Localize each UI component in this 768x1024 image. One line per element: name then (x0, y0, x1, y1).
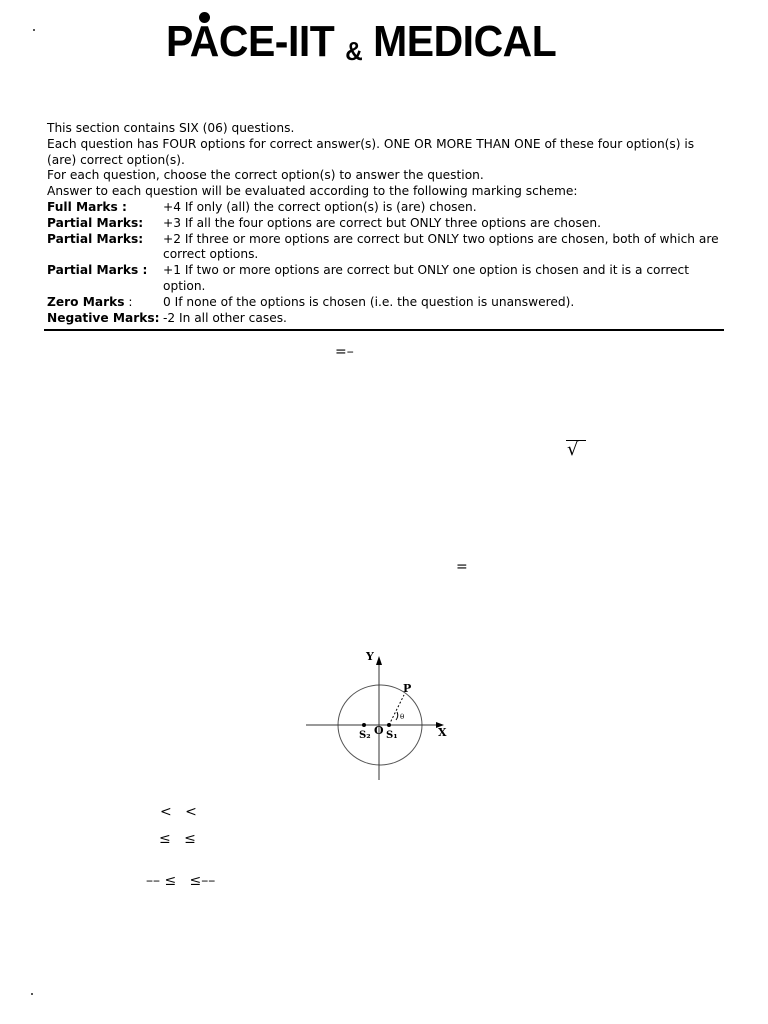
s1-label: S₁ (386, 730, 398, 741)
scheme-label: Negative Marks: (47, 310, 160, 325)
corner-mark (31, 993, 33, 995)
scheme-label: Zero Marks : (47, 294, 133, 309)
x-label: X (438, 726, 447, 739)
instruction-line: This section contains SIX (06) questions. (47, 121, 295, 135)
origin-label: O (374, 724, 384, 737)
scheme-row (47, 200, 727, 216)
math-fragment: ≤ ≤ (159, 831, 196, 847)
corner-mark (33, 29, 35, 31)
scheme-text: -2 In all other cases. (163, 310, 287, 325)
scheme-label: Partial Marks: (47, 215, 144, 230)
focus-s2 (362, 723, 366, 727)
instruction-line: For each question, choose the correct option(s) to answer the question. (47, 168, 484, 183)
s2-label: S₂ (359, 730, 371, 741)
scheme-row (47, 311, 727, 327)
section-instructions (47, 121, 727, 326)
point-p-label: P (403, 682, 412, 695)
scheme-row (47, 263, 727, 295)
marking-scheme (47, 200, 727, 326)
section-divider (44, 329, 724, 331)
scheme-row (47, 216, 727, 232)
math-fragment: = (456, 559, 468, 575)
pace-logo (166, 14, 606, 70)
instruction-line: Answer to each question will be evaluated according to the following marking scheme: (47, 184, 578, 199)
instruction-line: Each question has FOUR options for correct answer(s). ONE OR MORE THAN ONE of these four option(s) is (are) correct option(s). (47, 136, 695, 167)
angle-arc (396, 712, 398, 720)
math-fragment: –– ≤ ≤–– (146, 873, 216, 889)
y-axis-arrow-icon (376, 656, 382, 665)
math-fragment: =– (335, 344, 354, 360)
diagram-svg (300, 640, 460, 790)
scheme-text: +2 If three or more options are correct but ONLY two options are chosen, both of which are correct options. (163, 231, 719, 262)
scheme-text: +1 If two or more options are correct but ONLY one option is chosen and it is a correct option. (163, 263, 690, 293)
logo-text: PACE-IIT & MEDICAL (166, 17, 557, 66)
y-label: Y (366, 650, 374, 663)
theta-label: θ (400, 713, 405, 721)
sqrt-fragment: √ (566, 440, 586, 459)
ellipse-diagram (300, 640, 460, 790)
math-fragment: < < (160, 804, 197, 820)
scheme-text: +3 If all the four options are correct but ONLY three options are chosen. (163, 215, 601, 230)
scheme-row (47, 295, 727, 311)
scheme-label: Partial Marks: (47, 231, 144, 246)
scheme-text: 0 If none of the options is chosen (i.e. the question is unanswered). (163, 294, 575, 309)
scheme-text: +4 If only (all) the correct option(s) is (are) chosen. (163, 199, 477, 214)
focus-s1 (387, 723, 391, 727)
scheme-row (47, 232, 727, 264)
scheme-label: Full Marks : (47, 199, 127, 214)
scheme-label: Partial Marks : (47, 263, 148, 278)
